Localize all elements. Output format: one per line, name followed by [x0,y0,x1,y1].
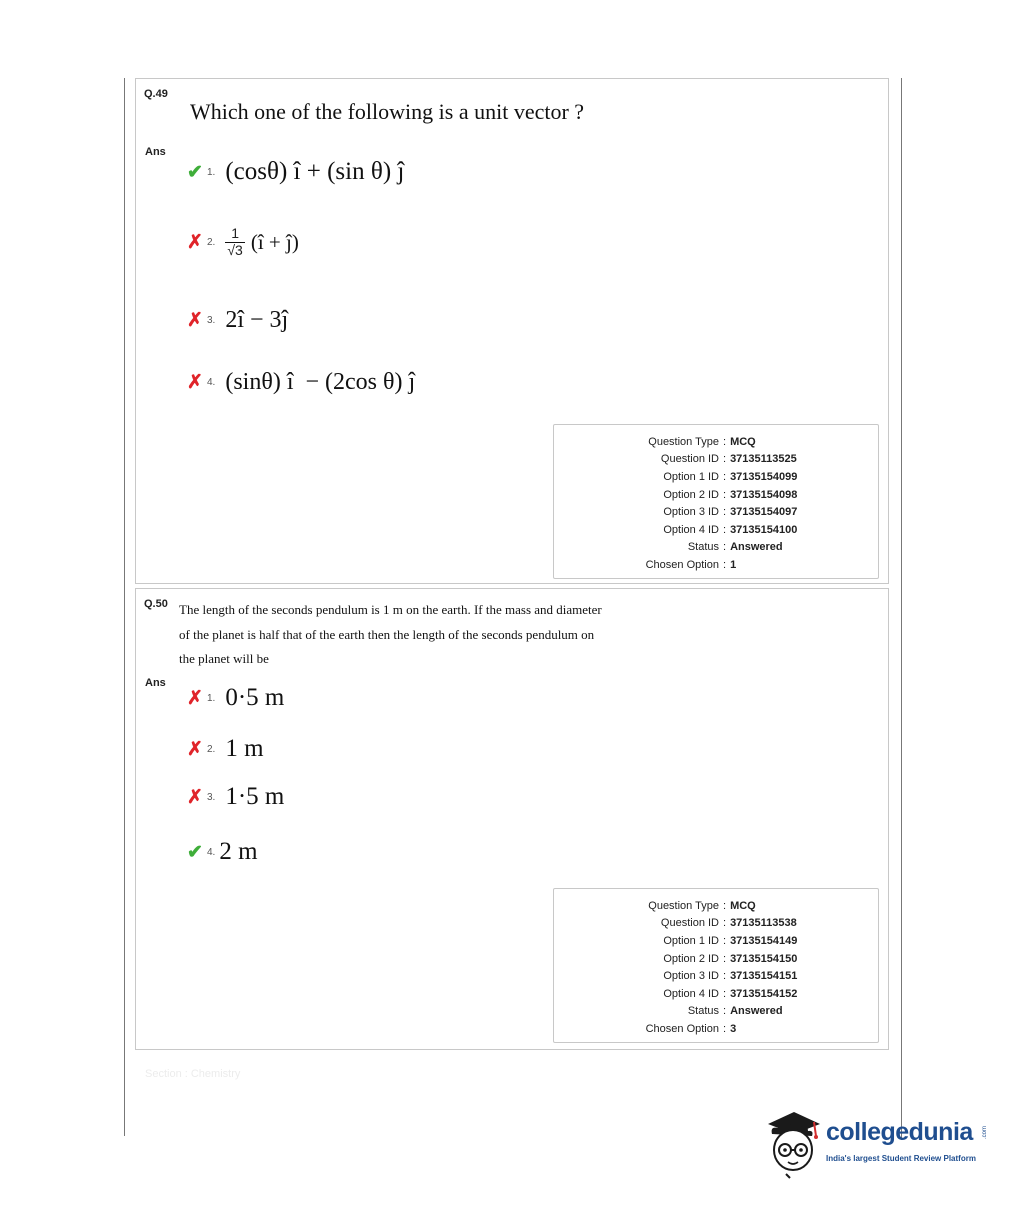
option-text: (cosθ) î + (sin θ) ĵ [225,158,405,185]
option-number: 2. [207,236,216,248]
logo-wordmark: collegedunia [826,1118,973,1146]
meta-row: Question ID : 37135113525 [554,451,878,469]
meta-label: Question ID [660,453,719,466]
option-number: 3. [207,314,216,326]
question-number: Q.50 [144,598,168,610]
meta-value: 37135113538 [730,917,797,930]
question-card-50 [135,588,889,1050]
option-number: 1. [207,692,216,704]
option-text: 2î − 3ĵ [225,306,289,333]
cross-icon: ✗ [187,786,203,808]
meta-row: Option 3 ID : 37135154151 [554,967,878,985]
option-text: 0·5 m [225,684,285,711]
option-text: (î + ĵ) [250,229,299,254]
meta-label: Option 3 ID [663,970,719,983]
option-text: 2 m [219,838,258,865]
meta-label: Chosen Option [645,558,719,571]
option-number: 2. [207,743,216,755]
option-3 [186,780,284,814]
meta-value: Answered [730,1005,783,1018]
meta-value: 37135154100 [730,523,798,536]
meta-label: Option 3 ID [663,506,719,519]
option-text: 1·5 m [225,783,285,810]
cross-icon: ✗ [187,738,203,760]
meta-value: 37135154098 [730,488,798,501]
option-number: 1. [207,166,216,178]
meta-value: 1 [730,558,737,571]
collegedunia-logo [762,1104,992,1182]
meta-label: Option 1 ID [663,470,719,483]
cross-icon: ✗ [187,371,203,393]
cross-icon: ✗ [187,231,203,253]
question-card-49 [135,78,889,584]
meta-row: Option 4 ID : 37135154100 [554,521,878,539]
meta-row: Chosen Option : 3 [554,1020,878,1038]
mascot-icon [762,1104,824,1182]
meta-label: Chosen Option [645,1022,719,1035]
fraction-denominator: √3 [227,241,243,258]
meta-value: 3 [730,1022,737,1035]
option-4 [186,366,415,398]
option-1 [186,681,284,715]
meta-value: 37135154152 [730,987,798,1000]
option-4 [186,835,258,869]
question-text-line: The length of the seconds pendulum is 1 m on the earth. If the mass and diameter [179,602,602,617]
logo-suffix: .com [982,1126,988,1140]
meta-row: Option 4 ID : 37135154152 [554,985,878,1003]
meta-label: Option 4 ID [663,987,719,1000]
option-number: 3. [207,791,216,803]
meta-value: 37135154150 [730,952,798,965]
meta-row: Chosen Option : 1 [554,556,878,574]
check-icon: ✔ [187,841,203,863]
answer-label: Ans [145,146,166,158]
meta-value: MCQ [730,435,756,448]
fraction-numerator: 1 [231,225,239,242]
option-2 [186,732,264,766]
meta-value: 37135154149 [730,934,798,947]
check-icon: ✔ [187,161,203,183]
meta-label: Question ID [660,917,719,930]
logo-tagline: India's largest Student Review Platform [826,1154,976,1163]
meta-label: Option 4 ID [663,523,719,536]
meta-value: MCQ [730,899,756,912]
cross-icon: ✗ [187,309,203,331]
meta-label: Question Type [648,435,719,448]
meta-label: Status [687,1005,719,1018]
answer-label: Ans [145,677,166,689]
fraction [225,226,244,258]
meta-label: Option 1 ID [663,934,719,947]
meta-row: Option 3 ID : 37135154097 [554,503,878,521]
option-3 [186,304,288,336]
question-text: Which one of the following is a unit vector ? [190,99,585,124]
meta-value: 37135154151 [730,970,798,983]
meta-label: Option 2 ID [663,952,719,965]
option-2 [186,219,299,265]
meta-label: Option 2 ID [663,488,719,501]
meta-row: Question Type : MCQ [554,897,878,915]
meta-value: 37135154099 [730,470,798,483]
meta-row: Question ID : 37135113538 [554,915,878,933]
meta-row: Question Type : MCQ [554,433,878,451]
question-text-line: the planet will be [179,651,269,666]
question-meta-box [553,424,879,579]
option-text: 1 m [225,735,264,762]
meta-value: 37135113525 [730,453,797,466]
option-1 [186,157,404,187]
meta-row: Option 1 ID : 37135154149 [554,932,878,950]
question-meta-box [553,888,879,1043]
meta-row: Option 2 ID : 37135154098 [554,486,878,504]
page-right-rule [901,78,902,1140]
faint-section-label: Section : Chemistry [145,1068,241,1080]
meta-row: Status : Answered [554,1003,878,1021]
meta-value: Answered [730,541,783,554]
cross-icon: ✗ [187,687,203,709]
meta-row: Status : Answered [554,539,878,557]
option-number: 4. [207,376,216,388]
meta-label: Question Type [648,899,719,912]
meta-row: Option 1 ID : 37135154099 [554,468,878,486]
option-number: 4. [207,846,216,858]
page-left-rule [124,78,125,1136]
question-number: Q.49 [144,88,168,100]
meta-value: 37135154097 [730,506,798,519]
question-text-line: of the planet is half that of the earth then the length of the seconds pendulum on [179,627,595,642]
meta-row: Option 2 ID : 37135154150 [554,950,878,968]
option-text: (sinθ) î − (2cos θ) ĵ [225,368,416,395]
meta-label: Status [687,541,719,554]
